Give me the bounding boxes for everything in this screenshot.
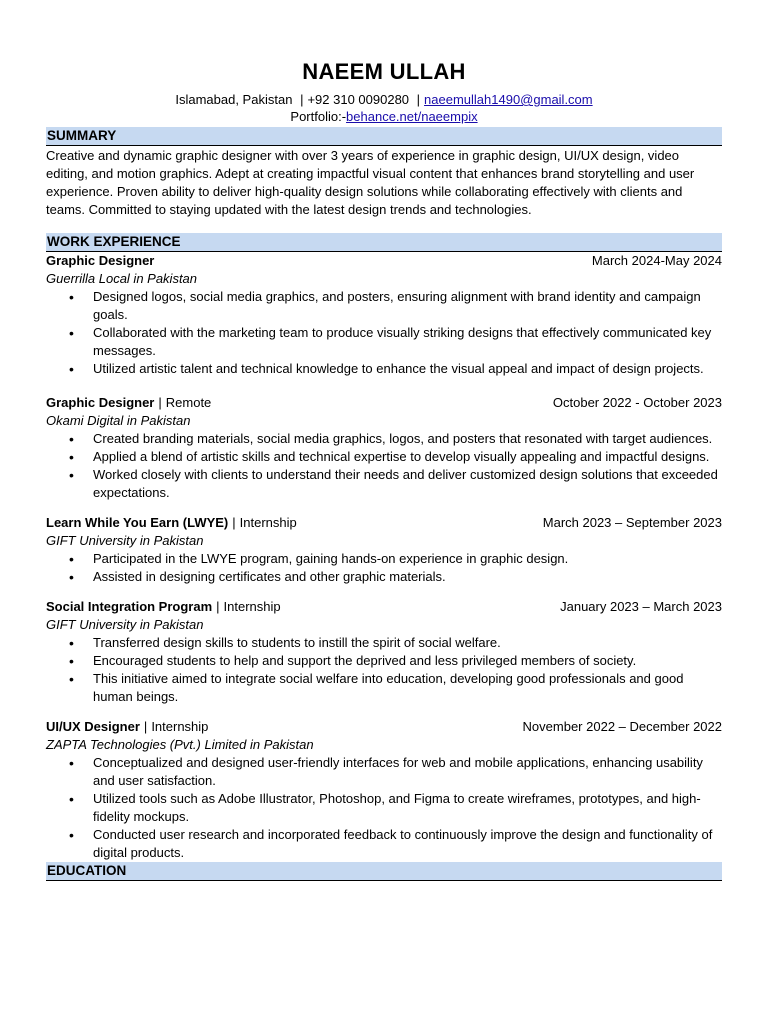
- job-bullet: • This initiative aimed to integrate social welfare into education, developing good professionals and good human beings.: [93, 670, 722, 706]
- job-type: Internship: [223, 599, 281, 614]
- job-spacer: [46, 706, 722, 718]
- job-spacer: [46, 378, 722, 394]
- job-entry: [46, 598, 722, 706]
- job-bullet: • Collaborated with the marketing team to produce visually striking designs that effectively communicated key messages.: [93, 324, 722, 360]
- job-type-separator: |: [143, 719, 148, 734]
- job-type: Internship: [239, 515, 297, 530]
- job-type: Remote: [165, 395, 212, 410]
- job-bullet: • Participated in the LWYE program, gaining hands-on experience in graphic design.: [93, 550, 722, 568]
- job-spacer: [46, 586, 722, 598]
- candidate-name: NAEEM ULLAH: [302, 59, 466, 84]
- contact-line: [46, 91, 722, 108]
- job-entry: [46, 252, 722, 378]
- job-title-row: [46, 252, 722, 270]
- location: Islamabad, Pakistan: [175, 92, 293, 107]
- job-type-separator: |: [216, 599, 220, 614]
- summary-text: Creative and dynamic graphic designer with over 3 years of experience in graphic design, UI/UX design, video editing, and motion graphics. Adept at creating impactful visual content that enhances brand storytelling and user experience. Proven ability to deliver high-quality design solutions while collaborating effectively with clients and teams. Committed to staying updated with the latest design trends and technologies.: [46, 148, 695, 217]
- job-bullet-list: [46, 550, 722, 586]
- job-entry: [46, 514, 722, 586]
- job-bullet: • Designed logos, social media graphics, and posters, ensuring alignment with brand identity and campaign goals.: [93, 288, 722, 324]
- job-bullet-list: [46, 754, 722, 862]
- job-role: Learn While You Earn (LWYE): [46, 515, 229, 530]
- job-bullet: • Applied a blend of artistic skills and technical expertise to develop visually appealing and impactful designs.: [93, 448, 722, 466]
- job-title-row: [46, 598, 722, 616]
- job-entry: [46, 394, 722, 502]
- job-bullet: • Transferred design skills to students to instill the spirit of social welfare.: [93, 634, 722, 652]
- portfolio-line: [46, 108, 722, 125]
- education-heading: EDUCATION: [46, 862, 722, 881]
- job-organization: ZAPTA Technologies (Pvt.) Limited in Pakistan: [46, 737, 314, 752]
- job-title-group: [46, 514, 297, 532]
- job-organization: GIFT University in Pakistan: [46, 533, 204, 548]
- job-list: [46, 252, 722, 862]
- job-organization: GIFT University in Pakistan: [46, 617, 204, 632]
- job-bullet: • Utilized tools such as Adobe Illustrator, Photoshop, and Figma to create wireframes, prototypes, and high-fidelity mockups.: [93, 790, 722, 826]
- job-dates: November 2022 – December 2022: [522, 719, 722, 734]
- job-type: Internship: [151, 719, 209, 734]
- job-title-row: [46, 514, 722, 532]
- job-title-group: [46, 394, 211, 412]
- job-entry: [46, 718, 722, 862]
- job-type-separator: |: [232, 515, 236, 530]
- job-bullet-list: [46, 288, 722, 378]
- job-bullet: • Conceptualized and designed user-friendly interfaces for web and mobile applications, enhancing usability and user satisfaction.: [93, 754, 722, 790]
- job-spacer: [46, 502, 722, 514]
- summary-heading: SUMMARY: [46, 127, 722, 146]
- job-title-row: [46, 718, 722, 736]
- job-organization: Guerrilla Local in Pakistan: [46, 271, 198, 286]
- phone: +92 310 0090280: [307, 92, 410, 107]
- job-dates: January 2023 – March 2023: [560, 599, 722, 614]
- job-role: Social Integration Program: [46, 599, 213, 614]
- job-bullet: • Encouraged students to help and support the deprived and less privileged members of society.: [93, 652, 722, 670]
- job-dates: October 2022 - October 2023: [552, 395, 722, 410]
- contact-separator: |: [416, 92, 421, 107]
- email-link[interactable]: naeemullah1490@gmail.com: [424, 92, 593, 107]
- resume-content: [46, 58, 722, 881]
- job-dates: March 2023 – September 2023: [542, 515, 722, 530]
- job-title-row: [46, 394, 722, 412]
- portfolio-label: Portfolio:-: [290, 109, 347, 124]
- job-title-group: [46, 718, 208, 736]
- job-title-group: [46, 598, 281, 616]
- job-bullet: • Assisted in designing certificates and other graphic materials.: [93, 568, 722, 586]
- job-title-group: [46, 252, 154, 270]
- job-bullet: • Conducted user research and incorporated feedback to continuously improve the design and functionality of digital products.: [93, 826, 722, 862]
- work-experience-heading: WORK EXPERIENCE: [46, 233, 722, 252]
- job-bullet-list: [46, 634, 722, 706]
- job-organization: Okami Digital in Pakistan: [46, 413, 191, 428]
- job-bullet: • Worked closely with clients to understand their needs and deliver customized design solutions that exceeded expectations.: [93, 466, 722, 502]
- job-dates: March 2024-May 2024: [591, 253, 722, 268]
- portfolio-link[interactable]: behance.net/naeempix: [346, 109, 478, 124]
- job-type-separator: |: [158, 395, 162, 410]
- job-bullet: • Utilized artistic talent and technical knowledge to enhance the visual appeal and impact of design projects.: [93, 360, 722, 378]
- job-bullet-list: [46, 430, 722, 502]
- job-role: Graphic Designer: [46, 395, 155, 410]
- job-bullet: • Created branding materials, social media graphics, logos, and posters that resonated with target audiences.: [93, 430, 722, 448]
- job-role: UI/UX Designer: [46, 719, 140, 734]
- contact-separator: |: [300, 92, 304, 107]
- job-role: Graphic Designer: [46, 253, 155, 268]
